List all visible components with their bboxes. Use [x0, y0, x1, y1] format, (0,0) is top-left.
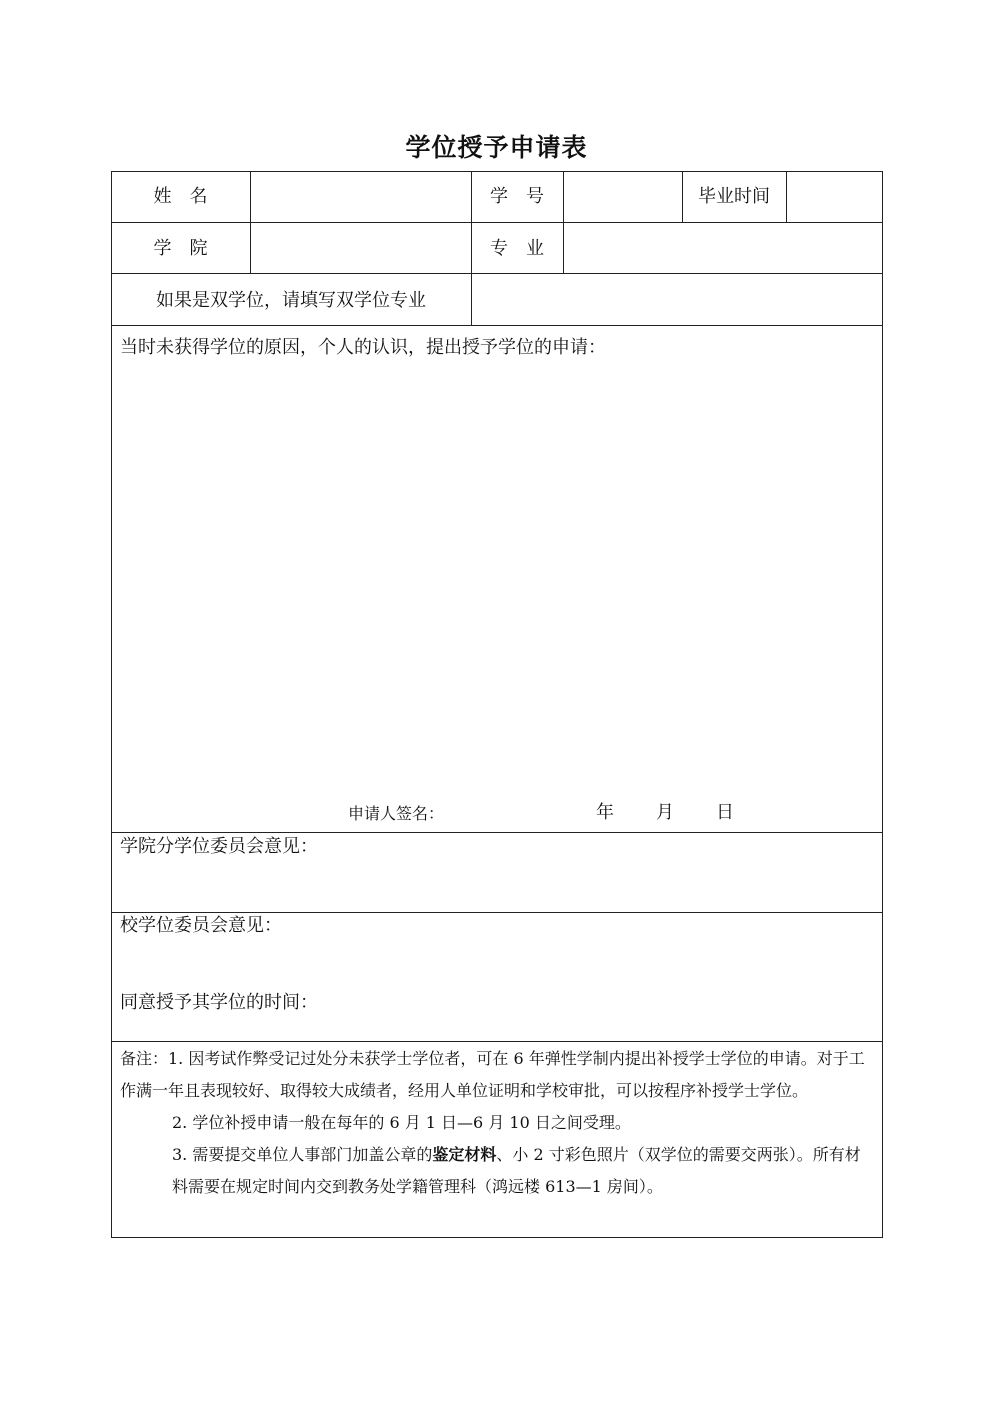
double-degree-field[interactable] [473, 275, 881, 324]
day-label: 日 [716, 802, 734, 823]
form-title: 学位授予申请表 [405, 133, 588, 162]
application-reason-field[interactable] [113, 366, 881, 786]
college-field[interactable] [252, 224, 470, 272]
grant-time-field[interactable] [330, 988, 730, 1018]
college-committee-opinion-label: 学院分学位委员会意见： [120, 836, 318, 857]
grant-time-label: 同意授予其学位的时间： [120, 992, 318, 1013]
note-3-bold: 鉴定材料 [432, 1145, 497, 1164]
student-id-field[interactable] [565, 173, 681, 221]
double-degree-label: 如果是双学位，请填写双学位专业 [156, 290, 426, 311]
note-3-suffix: 、小 2 寸彩色照片（双学位的需要交两张）。所有材料需要在规定时间内交到教务处学籍管理科（鸿远楼 613—1 房间）。 [172, 1145, 861, 1196]
school-committee-opinion-field[interactable] [113, 942, 881, 984]
college-label: 学 院 [153, 238, 208, 259]
note-3 [120, 1139, 872, 1203]
applicant-signature-label: 申请人签名： [348, 804, 445, 823]
name-field[interactable] [252, 173, 470, 221]
year-label: 年 [596, 802, 614, 823]
graduation-time-label: 毕业时间 [698, 186, 770, 207]
school-committee-opinion-label: 校学位委员会意见： [120, 915, 282, 936]
student-id-label: 学 号 [490, 186, 544, 207]
college-committee-opinion-field[interactable] [113, 862, 881, 910]
major-label: 专 业 [490, 238, 544, 259]
month-label: 月 [656, 802, 674, 823]
name-label: 姓 名 [153, 186, 208, 207]
note-2: 2. 学位补授申请一般在每年的 6 月 1 日—6 月 10 日之间受理。 [172, 1113, 631, 1132]
major-field[interactable] [565, 224, 881, 272]
note-3-prefix: 3. 需要提交单位人事部门加盖公章的 [172, 1145, 433, 1164]
note-1: 备注：1. 因考试作弊受记过处分未获学士学位者，可在 6 年弹性学制内提出补授学士学位的申请。对于工作满一年且表现较好、取得较大成绩者，经用人单位证明和学校审批，可以按程序补授学士学位。 [120, 1049, 865, 1100]
application-reason-label: 当时未获得学位的原因，个人的认识，提出授予学位的申请： [120, 337, 606, 358]
graduation-time-field[interactable] [788, 173, 881, 221]
notes-section [120, 1043, 872, 1203]
